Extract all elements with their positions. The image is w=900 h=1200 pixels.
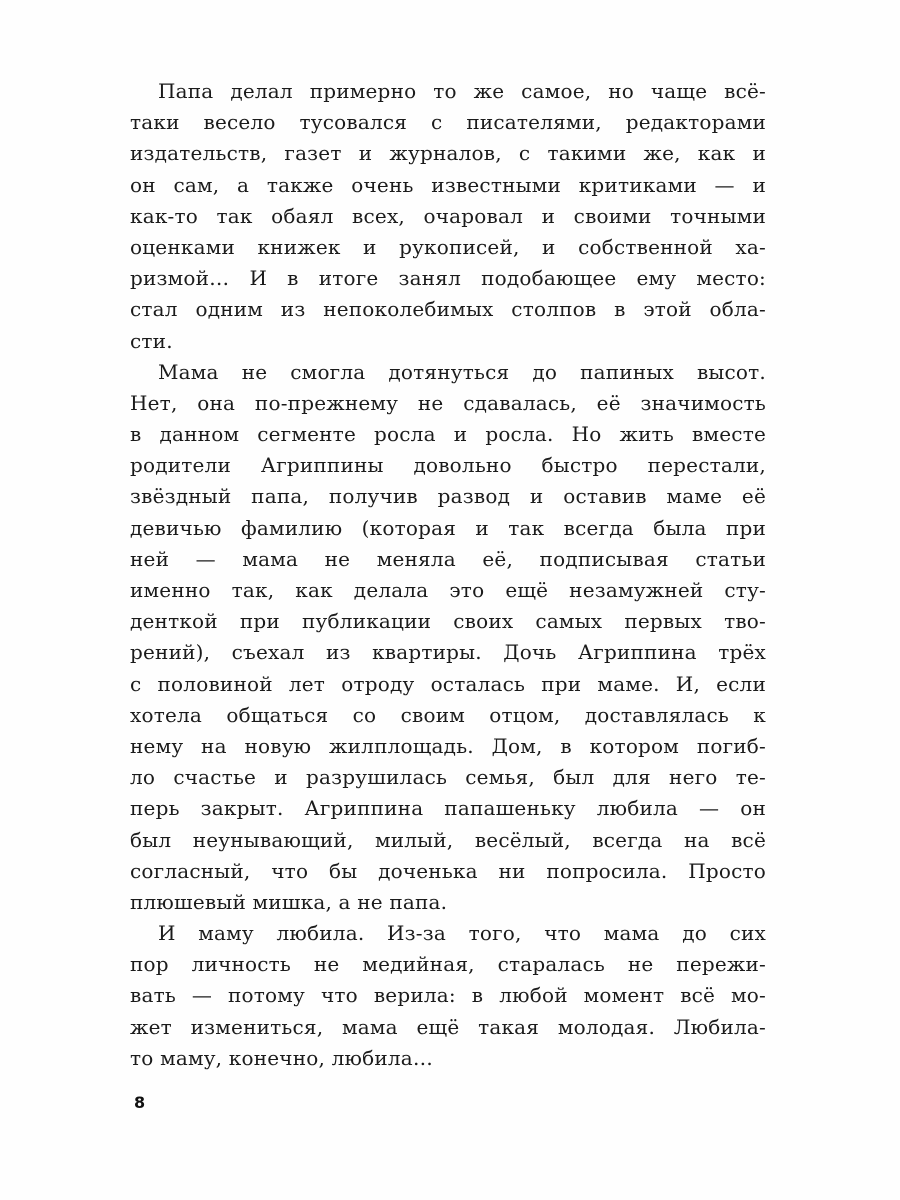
text-line: ней — мама не меняла её, подписывая статьи — [130, 546, 766, 571]
text-line: перь закрыт. Агриппина папашеньку любила — он — [130, 796, 766, 821]
text-line: ло счастье и разрушилась семья, был для него те- — [130, 765, 766, 790]
text-line: И маму любила. Из-за того, что мама до сих — [158, 921, 766, 946]
text-line: сти. — [130, 328, 173, 353]
text-line: как-то так обаял всех, очаровал и своими точными — [130, 203, 766, 228]
text-line: плюшевый мишка, а не папа. — [130, 889, 448, 914]
text-line: с половиной лет отроду осталась при маме. И, если — [130, 671, 766, 696]
text-line: девичью фамилию (которая и так всегда была при — [130, 515, 766, 540]
text-line: родители Агриппины довольно быстро перестали, — [130, 453, 766, 478]
page-number: 8 — [134, 1093, 146, 1112]
text-line: рений), съехал из квартиры. Дочь Агриппина трёх — [130, 640, 766, 665]
text-line: Мама не смогла дотянуться до папиных высот. — [158, 359, 766, 384]
text-line: денткой при публикации своих самых первых тво- — [130, 609, 766, 634]
text-line: вать — потому что верила: в любой момент всё мо- — [130, 983, 766, 1008]
text-line: таки весело тусовался с писателями, редакторами — [130, 110, 766, 135]
text-line: издательств, газет и журналов, с такими же, как и — [130, 141, 766, 166]
text-line: Нет, она по-прежнему не сдавалась, её значимость — [130, 390, 766, 415]
text-line: то маму, конечно, любила… — [130, 1045, 434, 1070]
text-line: жет измениться, мама ещё такая молодая. Любила- — [130, 1014, 766, 1039]
text-line: стал одним из непоколебимых столпов в этой обла- — [130, 297, 766, 322]
text-line: в данном сегменте росла и росла. Но жить вместе — [130, 422, 766, 447]
text-line: согласный, что бы доченька ни попросила. Просто — [130, 858, 766, 883]
text-line: Папа делал примерно то же самое, но чаще всё- — [158, 79, 766, 103]
text-line: оценками книжек и рукописей, и собственной ха- — [130, 234, 766, 259]
text-line: был неунывающий, милый, весёлый, всегда на всё — [130, 827, 766, 852]
text-line: пор личность не медийная, старалась не пережи- — [130, 952, 766, 977]
text-line: ризмой… И в итоге занял подобающее ему место: — [130, 266, 766, 291]
text-line: нему на новую жилплощадь. Дом, в котором погиб- — [130, 733, 766, 758]
text-line: звёздный папа, получив развод и оставив маме её — [130, 484, 766, 509]
text-block — [130, 76, 766, 1074]
text-line: именно так, как делала это ещё незамужней сту- — [130, 578, 766, 602]
text-line: хотела общаться со своим отцом, доставлялась к — [130, 702, 766, 727]
text-line: он сам, а также очень известными критиками — и — [130, 172, 766, 197]
